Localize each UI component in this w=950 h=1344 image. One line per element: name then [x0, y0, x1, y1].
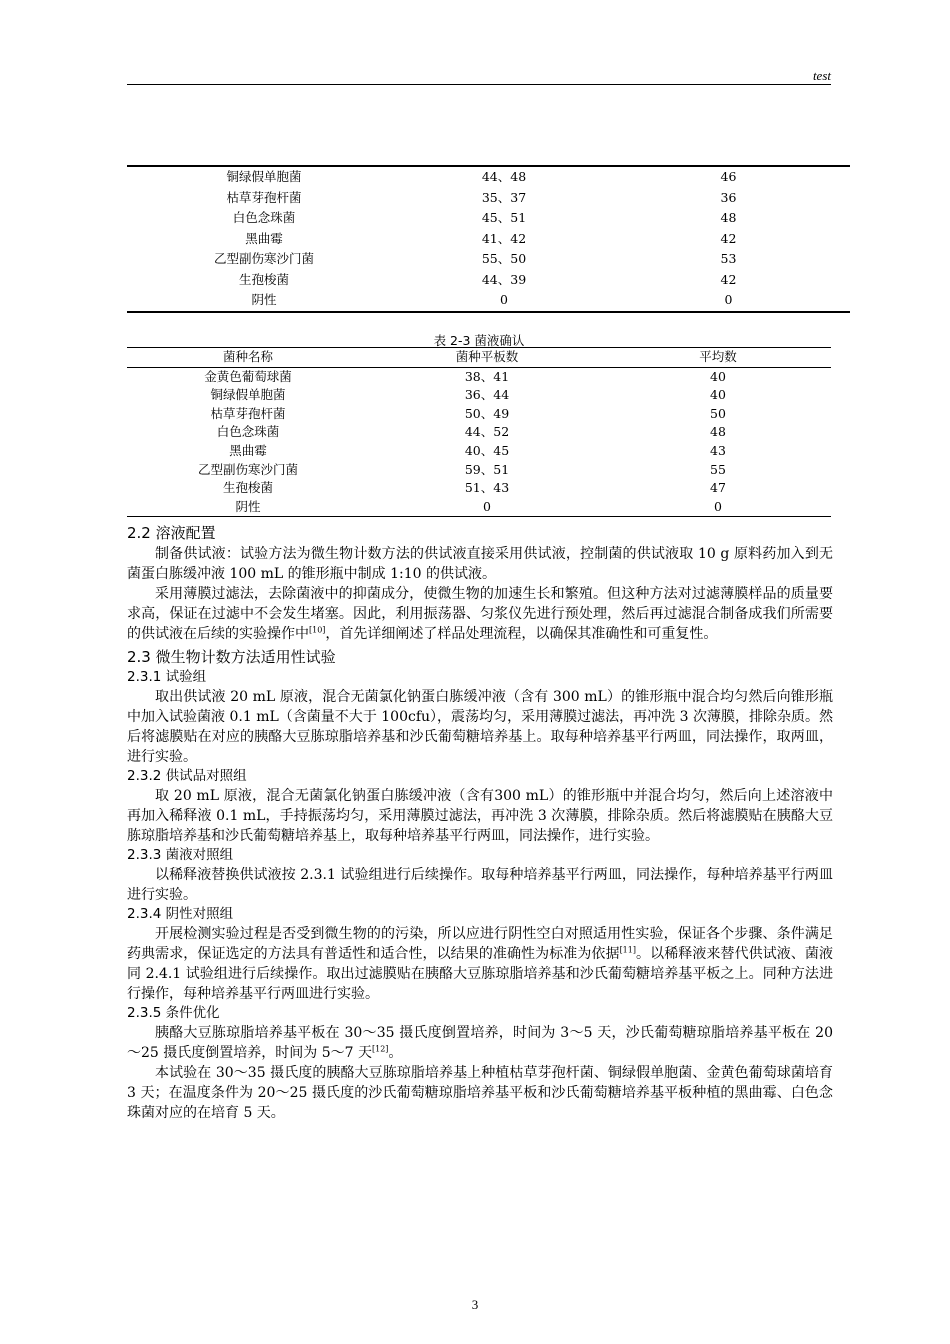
- table-row: [127, 208, 850, 229]
- cell-plate-counts: 55、50: [481, 251, 527, 266]
- page-header-text: test: [812, 68, 831, 83]
- table-row: [127, 290, 850, 312]
- cell-strain-name: 铜绿假单胞菌: [210, 387, 286, 403]
- cell-plate-counts: 51、43: [464, 480, 510, 496]
- cell-plate-counts: 59、51: [464, 461, 510, 477]
- paragraph: 取出供试液 20 mL 原液，混合无菌氯化钠蛋白胨缓冲液（含有 300 mL）的锥形瓶中混合均匀然后向锥形瓶中加入试验菌液 0.1 mL（含菌量不大于 100cfu），震荡均匀，采用薄膜过滤法，再冲洗 3 次薄膜，排除杂质。然后将滤膜贴在对应的胰酪大豆胨琼脂培养基和沙氏葡萄糖培养基上。取每种培养基平行两皿，同法操作，取两皿，进行实验。: [127, 689, 833, 765]
- cell-plate-counts: 35、37: [481, 189, 527, 205]
- cell-strain-name: 黑曲霉: [245, 230, 283, 246]
- cell-strain-name: 铜绿假单胞菌: [226, 169, 302, 184]
- cell-average: 53: [720, 251, 737, 266]
- cell-average: 42: [720, 230, 737, 246]
- cell-plate-counts: 40、45: [464, 442, 510, 458]
- cell-average: 36: [720, 189, 737, 205]
- table-row: [127, 461, 831, 480]
- section-heading-2-3-2: 2.3.2 供试品对照组: [127, 768, 247, 784]
- cell-plate-counts: 44、48: [481, 169, 527, 184]
- table-row: [127, 405, 831, 424]
- cell-average: 42: [720, 271, 737, 287]
- cell-average: 0: [724, 292, 733, 307]
- citation: [11]: [619, 945, 636, 955]
- table-row: [127, 386, 831, 405]
- table-row: [127, 229, 850, 250]
- cell-average: 46: [720, 169, 737, 184]
- table-row: [127, 166, 850, 188]
- bacteria-confirmation-table: [127, 347, 831, 517]
- body-text: [127, 520, 833, 1123]
- section-heading-2-2: 2.2 溶液配置: [127, 524, 216, 542]
- paragraph: 以稀释液替换供试液按 2.3.1 试验组进行后续操作。取每种培养基平行两皿，同法操作，每种培养基平行两皿进行实验。: [127, 867, 833, 903]
- paragraph: 制备供试液：试验方法为微生物计数方法的供试液直接采用供试液，控制菌的供试液取 10 g 原料药加入到无菌蛋白胨缓冲液 100 mL 的锥形瓶中制成 1:10 的供试液。: [127, 546, 833, 582]
- table-row: [127, 423, 831, 442]
- cell-plate-counts: 41、42: [481, 230, 527, 246]
- paragraph: 本试验在 30～35 摄氏度的胰酪大豆胨琼脂培养基上种植枯草芽孢杆菌、铜绿假单胞菌、金黄色葡萄球菌培育 3 天；在温度条件为 20～25 摄氏度的沙氏葡萄糖琼脂培养基平板和沙氏葡萄糖培养基平板种植的黑曲霉、白色念珠菌对应的在培育 5 天。: [127, 1065, 833, 1121]
- paragraph: [127, 1023, 833, 1063]
- section-heading-2-3-5: 2.3.5 条件优化: [127, 1005, 220, 1021]
- citation: [10]: [309, 625, 326, 635]
- cell-plate-counts: 38、41: [464, 368, 510, 384]
- cell-plate-counts: 45、51: [481, 210, 527, 225]
- table-row: [127, 479, 831, 498]
- table-row: [127, 442, 831, 461]
- cell-strain-name: 生孢梭菌: [222, 480, 273, 496]
- paragraph-text: 采用薄膜过滤法，去除菌液中的抑菌成分，使微生物的加速生长和繁殖。但这种方法对过滤薄膜样品的质量要求高，保证在过滤中不会发生堵塞。因此，利用振荡器、匀浆仪先进行预处理，然后再过滤混合制备成我们所需要的供试液在后续的实验操作中: [127, 586, 833, 642]
- paragraph-text: 。: [388, 1045, 403, 1061]
- column-header-strain: 菌种名称: [222, 349, 273, 364]
- table-row: [127, 367, 831, 386]
- bacteria-count-table-continued: [127, 165, 850, 313]
- cell-average: 0: [714, 498, 722, 514]
- paragraph-text: 胰酪大豆胨琼脂培养基平板在 30～35 摄氏度倒置培养，时间为 3～5 天，沙氏葡萄糖琼脂培养基平板在 20～25 摄氏度倒置培养，时间为 5～7 天: [127, 1025, 833, 1061]
- cell-average: 43: [710, 442, 726, 458]
- table-row: [127, 270, 850, 291]
- cell-average: 50: [710, 405, 726, 421]
- paragraph: [127, 584, 833, 644]
- cell-average: 55: [710, 461, 726, 477]
- cell-average: 40: [710, 368, 726, 384]
- section-heading-2-3-3: 2.3.3 菌液对照组: [127, 847, 234, 863]
- cell-average: 48: [720, 210, 737, 225]
- column-header-plate-count: 菌种平板数: [455, 349, 519, 364]
- cell-strain-name: 金黄色葡萄球菌: [204, 368, 292, 384]
- cell-average: 40: [710, 387, 726, 403]
- paragraph-text: 开展检测实验过程是否受到微生物的的污染，所以应进行阴性空白对照适用性实验，保证各个步骤、条件满足药典需求，保证选定的方法具有普适性和适合性，以结果的准确性为标准为依据: [127, 926, 833, 962]
- cell-plate-counts: 50、49: [464, 405, 510, 421]
- column-header-average: 平均数: [699, 349, 737, 364]
- citation: [12]: [371, 1044, 389, 1054]
- table-row: [127, 188, 850, 209]
- cell-strain-name: 枯草芽孢杆菌: [226, 189, 302, 205]
- page-number: 3: [471, 1297, 479, 1312]
- table-row: [127, 249, 850, 270]
- cell-average: 48: [710, 424, 726, 440]
- cell-strain-name: 生孢梭菌: [238, 271, 289, 287]
- cell-plate-counts: 0: [483, 498, 491, 514]
- cell-strain-name: 阴性: [251, 292, 277, 307]
- cell-strain-name: 白色念珠菌: [232, 210, 296, 225]
- cell-plate-counts: 0: [500, 292, 508, 307]
- cell-strain-name: 黑曲霉: [229, 442, 267, 458]
- section-heading-2-3-4: 2.3.4 阴性对照组: [127, 906, 234, 922]
- section-heading-2-3-1: 2.3.1 试验组: [127, 669, 207, 685]
- cell-strain-name: 乙型副伤寒沙门菌: [197, 461, 298, 477]
- table-header-row: [127, 348, 831, 368]
- cell-strain-name: 阴性: [235, 498, 261, 514]
- table-caption: 表 2-3 菌液确认: [433, 333, 525, 348]
- cell-strain-name: 枯草芽孢杆菌: [210, 405, 286, 421]
- paragraph-text: 。以稀释液来替代供试液、菌液同 2.4.1 试验组进行后续操作。取出过滤膜贴在胰酪大豆胨琼脂培养基和沙氏葡萄糖培养基平板之上。同种方法进行操作，每种培养基平行两皿进行实验。: [127, 946, 834, 1002]
- paragraph: 取 20 mL 原液，混合无菌氯化钠蛋白胨缓冲液（含有300 mL）的锥形瓶中并混合均匀，然后向上述溶液中再加入稀释液 0.1 mL，手持振荡均匀，采用薄膜过滤法，再冲洗 3 次薄膜，排除杂质。然后将滤膜贴在胰酪大豆胨琼脂培养基和沙氏葡萄糖培养基上，取每种培养基平行两皿，同法操作，进行实验。: [127, 788, 833, 844]
- cell-strain-name: 乙型副伤寒沙门菌: [213, 251, 314, 266]
- header-rule: [127, 84, 831, 85]
- cell-plate-counts: 44、52: [464, 424, 510, 440]
- section-heading-2-3: 2.3 微生物计数方法适用性试验: [127, 648, 336, 666]
- table-row: [127, 498, 831, 517]
- cell-plate-counts: 36、44: [464, 387, 510, 403]
- cell-average: 47: [710, 480, 726, 496]
- cell-plate-counts: 44、39: [481, 271, 527, 287]
- paragraph-text: ，首先详细阐述了样品处理流程，以确保其准确性和可重复性。: [325, 626, 718, 642]
- paragraph: [127, 924, 833, 1004]
- cell-strain-name: 白色念珠菌: [216, 424, 280, 440]
